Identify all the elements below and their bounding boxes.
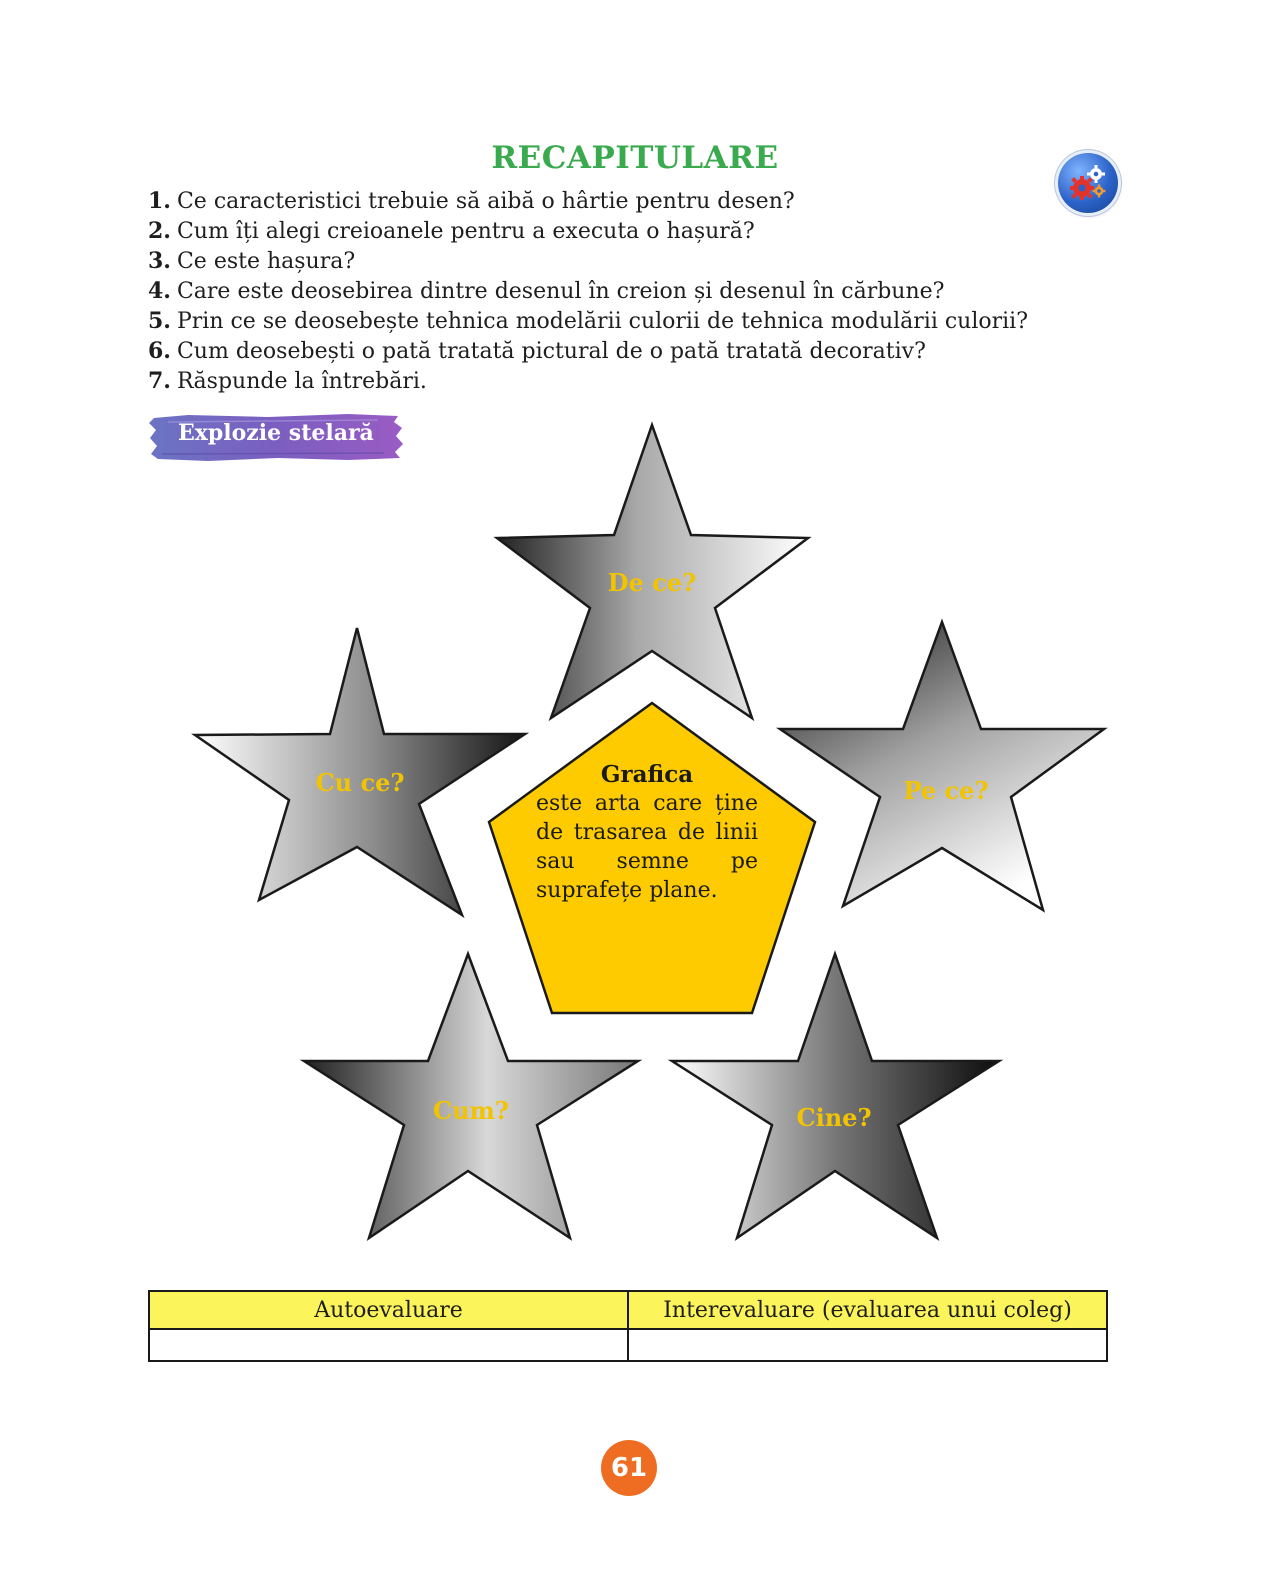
question-text: Ce caracteristici trebuie să aibă o hârtie pentru desen?: [176, 189, 795, 214]
center-title: Grafica: [600, 761, 694, 788]
center-definition: [536, 760, 758, 905]
star-label-upper-right: Pe ce?: [903, 776, 989, 805]
question-number: 3.: [148, 248, 171, 274]
column-header-peer-evaluation: Interevaluare (evaluarea unui coleg): [628, 1291, 1107, 1329]
question-text: Cum îți alegi creioanele pentru a executa o hașură?: [176, 219, 755, 244]
question-text: Care este deosebirea dintre desenul în creion și desenul în cărbune?: [176, 279, 945, 304]
star-label-lower-left: Cum?: [432, 1096, 509, 1125]
peer-evaluation-cell[interactable]: [628, 1329, 1107, 1361]
question-text: Răspunde la întrebări.: [176, 369, 427, 394]
star-upper-right: [780, 622, 1104, 910]
star-label-lower-right: Cine?: [796, 1103, 872, 1132]
self-evaluation-cell[interactable]: [149, 1329, 628, 1361]
question-text: Cum deosebești o pată tratată pictural de o pată tratată decorativ?: [176, 339, 926, 364]
question-number: 1.: [148, 188, 171, 214]
star-label-top: De ce?: [607, 568, 697, 597]
question-number: 5.: [148, 308, 171, 334]
evaluation-table: [148, 1290, 1108, 1362]
center-body: este arta care ține de trasarea de linii sau semne pe suprafețe plane.: [536, 791, 758, 903]
table-header-row: [149, 1291, 1107, 1329]
star-label-upper-left: Cu ce?: [315, 768, 405, 797]
column-header-self-evaluation: Autoevaluare: [149, 1291, 628, 1329]
activity-title: Explozie stelară: [178, 420, 374, 446]
question-text: Ce este hașura?: [176, 249, 356, 274]
question-number: 4.: [148, 278, 171, 304]
page-number-badge: 61: [601, 1440, 657, 1496]
question-number: 7.: [148, 368, 171, 394]
table-row: [149, 1329, 1107, 1361]
question-text: Prin ce se deosebește tehnica modelării culorii de tehnica modulării culorii?: [176, 309, 1028, 334]
page-title: RECAPITULARE: [491, 140, 779, 176]
question-number: 2.: [148, 218, 171, 244]
question-number: 6.: [148, 338, 171, 364]
